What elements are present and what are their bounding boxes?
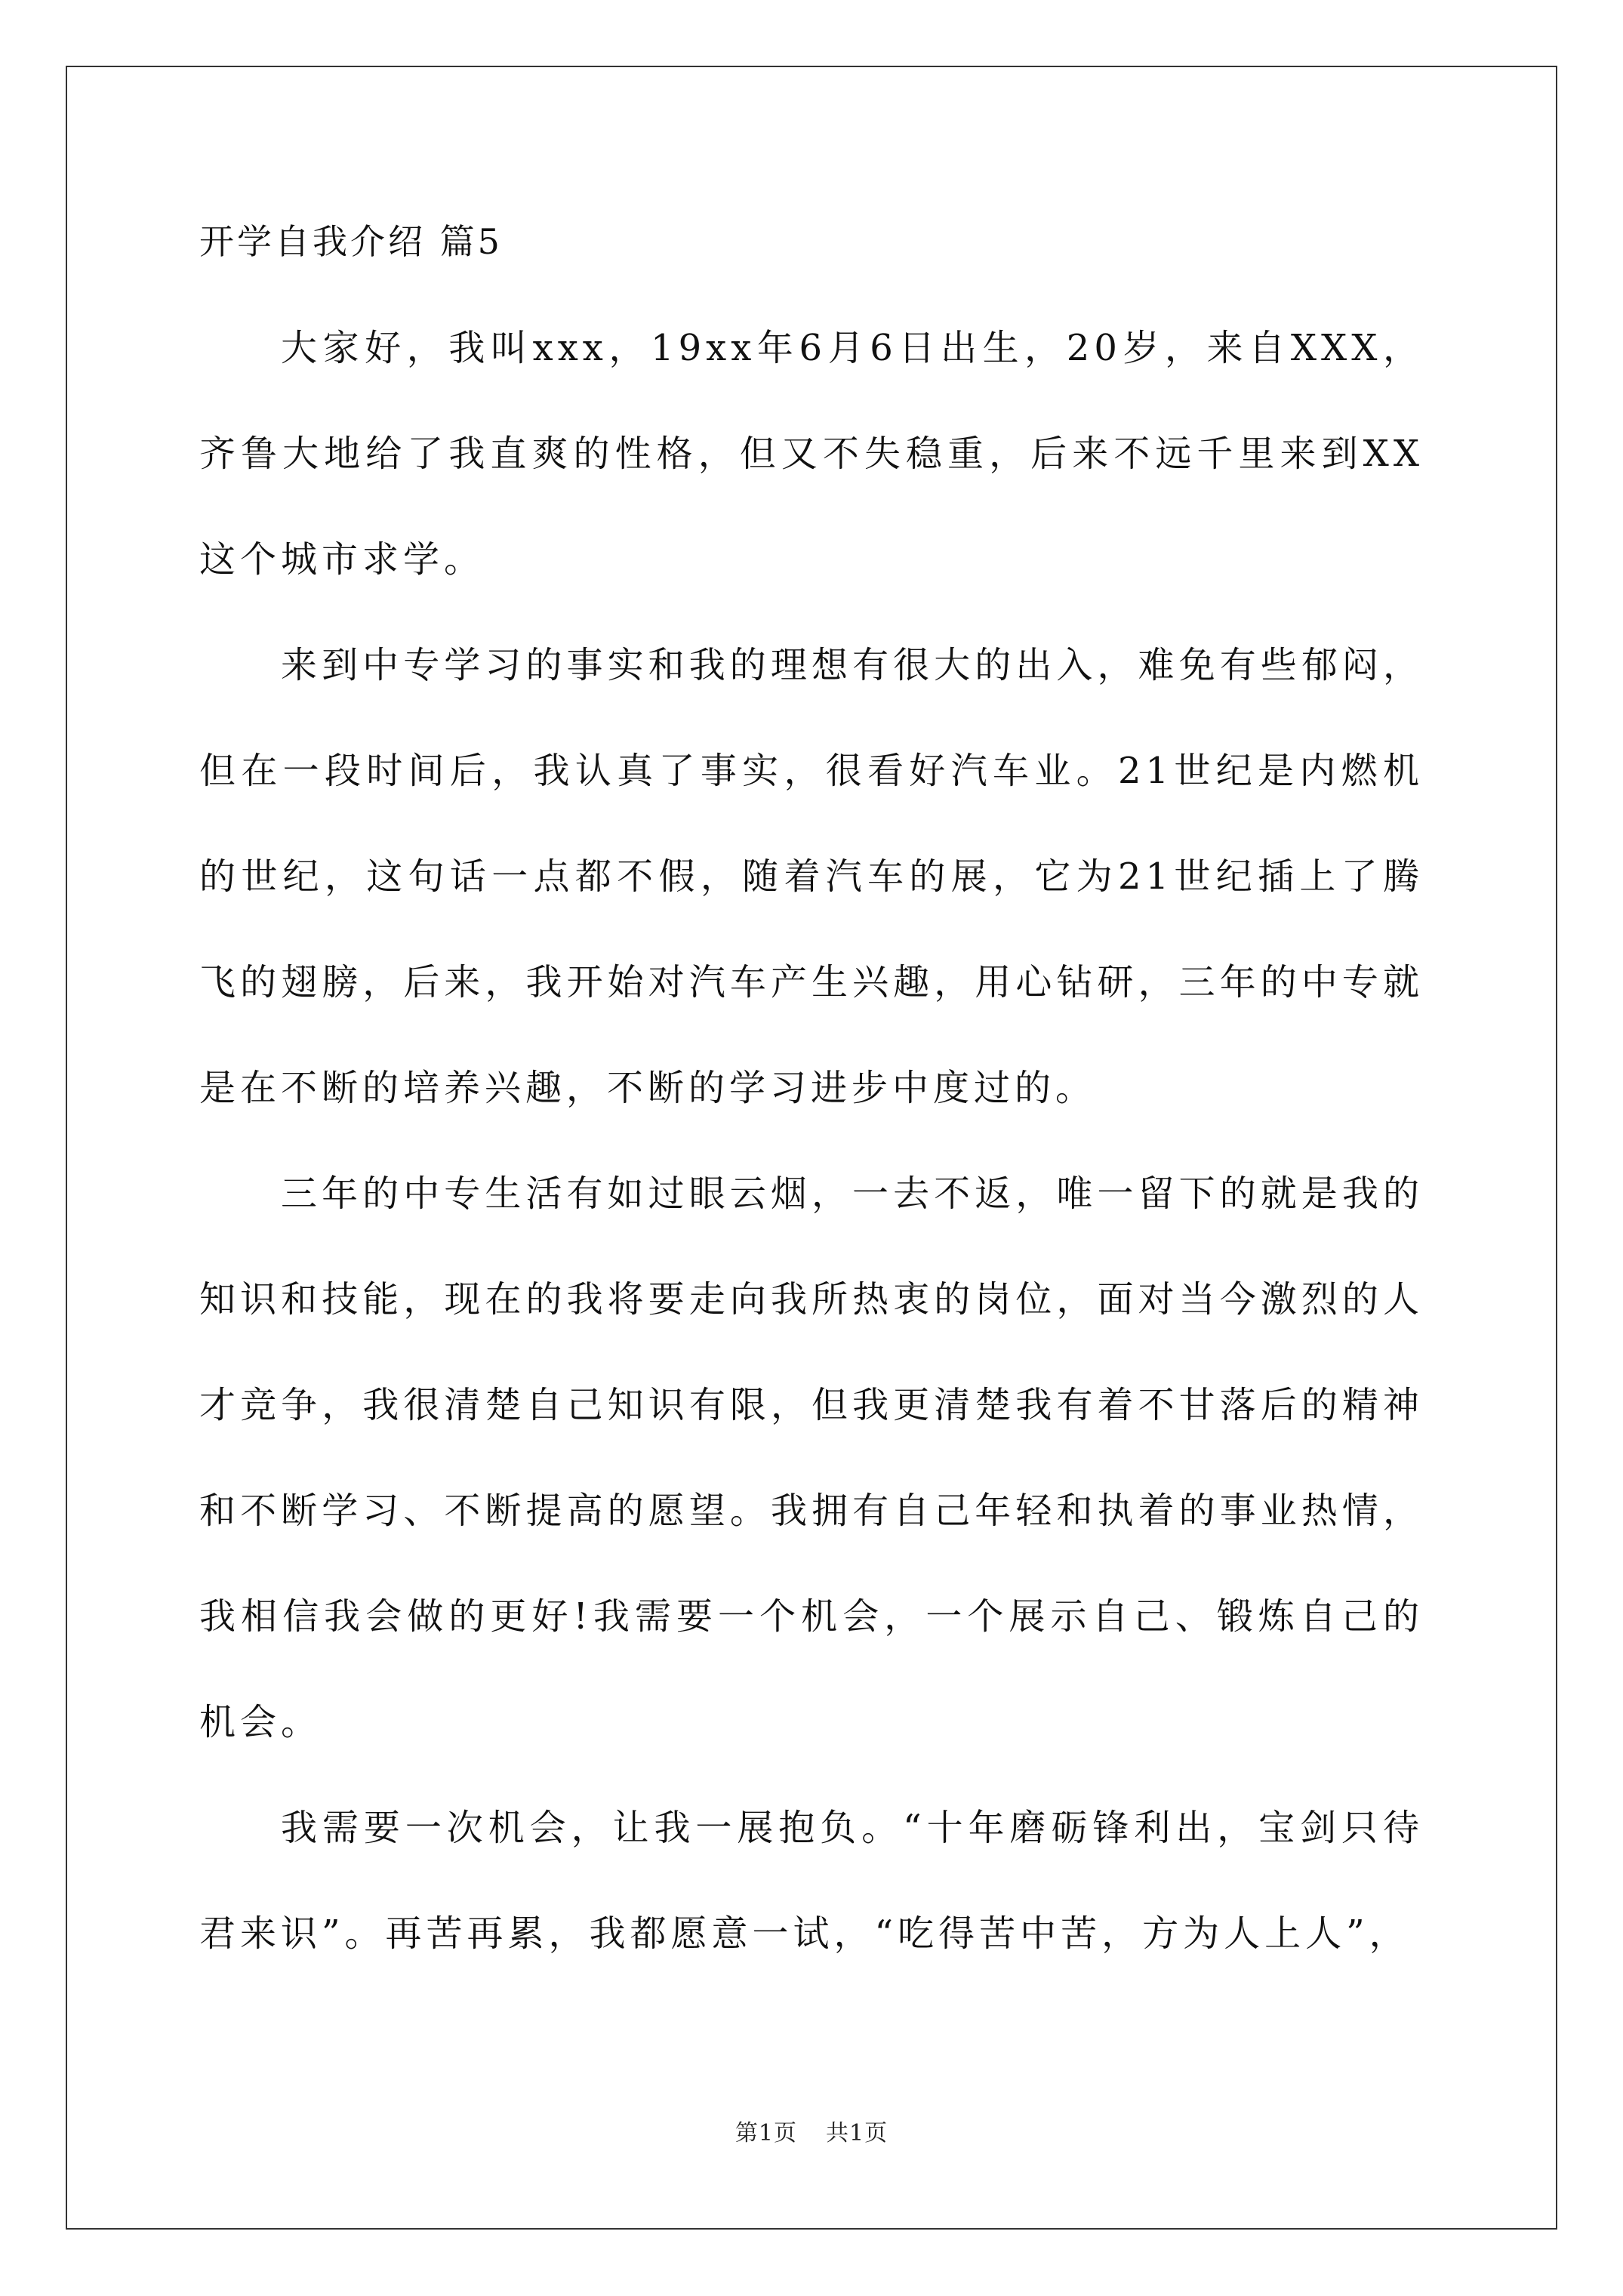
page-number-current: 第1页	[735, 2120, 797, 2147]
paragraph-3: 三年的中专生活有如过眼云烟，一去不返，唯一留下的就是我的知识和技能，现在的我将要走向我所热衷的岗位，面对当今激烈的人才竞争，我很清楚自己知识有限，但我更清楚我有着不甘落后的精神和不断学习、不断提高的愿望。我拥有自己年轻和执着的事业热情，我相信我会做的更好!我需要一个机会，一个展示自己、锻炼自己的机会。	[199, 1173, 1424, 1743]
document-body	[199, 215, 1424, 2014]
paragraph-4: 我需要一次机会，让我一展抱负。“十年磨砺锋利出，宝剑只待君来识”。再苦再累，我都愿意一试，“吃得苦中苦，方为人上人”，	[199, 1807, 1424, 1955]
paragraph-2: 来到中专学习的事实和我的理想有很大的出入，难免有些郁闷，但在一段时间后，我认真了事实，很看好汽车业。21世纪是内燃机的世纪，这句话一点都不假，随着汽车的展，它为21世纪插上了腾飞的翅膀，后来，我开始对汽车产生兴趣，用心钻研，三年的中专就是在不断的培养兴趣，不断的学习进步中度过的。	[199, 644, 1424, 1109]
page-footer	[0, 2114, 1623, 2147]
page-number-total: 共1页	[826, 2120, 888, 2147]
document-heading: 开学自我介绍 篇5	[199, 221, 503, 262]
paragraph-1: 大家好，我叫xxx，19xx年6月6日出生，20岁，来自XXX，齐鲁大地给了我直爽的性格，但又不失稳重，后来不远千里来到XX这个城市求学。	[199, 327, 1424, 581]
